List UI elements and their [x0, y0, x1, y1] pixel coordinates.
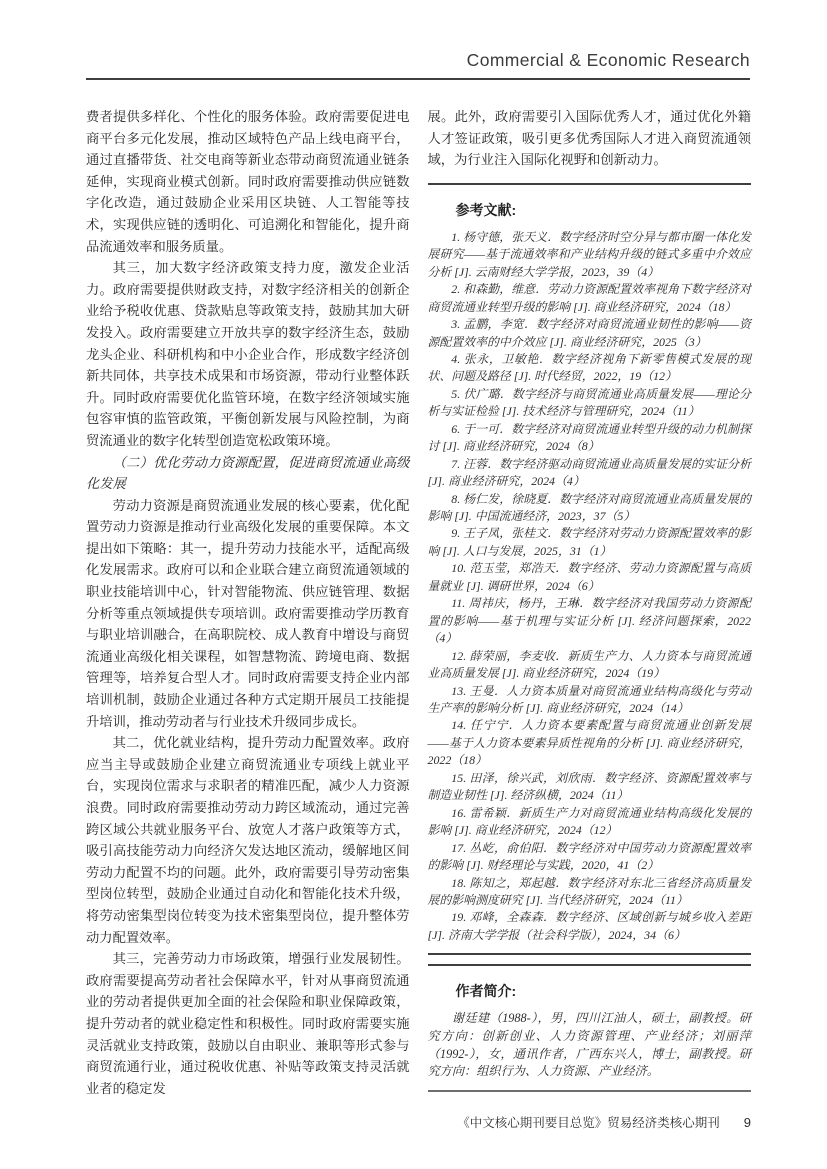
reference-item: 8. 杨仁发，徐晓夏．数字经济对商贸流通业高质量发展的影响 [J]. 中国流通经济，2023，37（5）	[427, 491, 751, 524]
paragraph: 其二，优化就业结构，提升劳动力配置效率。政府应当主导或鼓励企业建立商贸流通业专项线上就业平台，实现岗位需求与求职者的精准匹配，减少人力资源浪费。同时政府需要推动劳动力跨区域流动，通过完善跨区域公共就业服务平台、放宽人才落户政策等方式，吸引高技能劳动力向经济欠发达地区流动，缓解地区间劳动力配置不均的问题。此外，政府需要引导劳动密集型岗位转型，鼓励企业通过自动化和智能化技术升级，将劳动密集型岗位转变为技术密集型岗位，提升整体劳动力配置效率。	[86, 735, 410, 945]
right-column	[428, 106, 752, 1131]
paragraph: 其三，加大数字经济政策支持力度，激发企业活力。政府需要提供财政支持，对数字经济相关的创新企业给予税收优惠、贷款贴息等政策支持，鼓励其加大研发投入。政府需要建立开放共享的数字经济生态，鼓励龙头企业、科研机构和中小企业合作，形成数字经济创新共同体，共享技术成果和市场资源，带动行业整体跃升。同时政府需要优化监管环境，在数字经济领域实施包容审慎的监管政策，平衡创新发展与风险控制，为商贸流通业的数字化转型创造宽松政策环境。	[86, 260, 410, 448]
page-footer	[428, 1113, 752, 1131]
reference-item: 2. 和森勤，维意．劳动力资源配置效率视角下数字经济对商贸流通业转型升级的影响 [J]. 商业经济研究，2024（18）	[427, 282, 751, 314]
reference-item: 11. 周祎庆，杨丹，王琳．数字经济对我国劳动力资源配置的影响——基于机理与实证分析 [J]. 经济问题探索，2022（4）	[427, 596, 751, 646]
footer-divider	[428, 1090, 752, 1092]
reference-item: 12. 薛荣丽，李麦收．新质生产力、人力资本与商贸流通业高质量发展 [J]. 商业经济研究，2024（19）	[427, 648, 751, 681]
reference-item: 14. 任宁宁．人力资本要素配置与商贸流通业创新发展——基于人力资本要素异质性视角的分析 [J]. 商业经济研究，2022（18）	[427, 718, 751, 768]
references-list	[428, 229, 752, 945]
section-divider	[428, 183, 752, 185]
page-header	[86, 50, 750, 80]
journal-note: 《中文核心期刊要目总览》贸易经济类核心期刊	[457, 1115, 720, 1130]
reference-item: 18. 陈知之，郑起越．数字经济对东北三省经济高质量发展的影响测度研究 [J]. 当代经济研究，2024（11）	[427, 875, 751, 907]
paragraph: 其三，完善劳动力市场政策，增强行业发展韧性。政府需要提高劳动者社会保障水平，针对从事商贸流通业的劳动者提供更加全面的社会保险和职业保障政策，提升劳动者的就业稳定性和积极性。同时政府需要实施灵活就业支持政策，鼓励以自由职业、兼职等形式参与商贸流通行业，通过税收优惠、补贴等政策支持灵活就业者的稳定发	[86, 951, 410, 1096]
author-bio-heading: 作者简介:	[455, 983, 517, 1000]
reference-item: 10. 范玉莹，郑浩天．数字经济、劳动力资源配置与高质量就业 [J]. 调研世界，2024（6）	[427, 561, 751, 593]
paragraph-continuation: 展。此外，政府需要引入国际优秀人才，通过优化外籍人才签证政策，吸引更多优秀国际人才进入商贸流通领域，为行业注入国际化视野和创新动力。	[427, 109, 751, 168]
reference-item: 17. 丛屹，俞伯阳．数字经济对中国劳动力资源配置效率的影响 [J]. 财经理论与实践，2020，41（2）	[427, 840, 751, 873]
reference-item: 13. 王曼．人力资本质量对商贸流通业结构高级化与劳动生产率的影响分析 [J]. 商业经济研究，2024（14）	[427, 683, 751, 716]
journal-title-en: Commercial & Economic Research	[466, 50, 750, 70]
paragraph: 劳动力资源是商贸流通业发展的核心要素，优化配置劳动力资源是推动行业高级化发展的重要保障。本文提出如下策略：其一，提升劳动力技能水平，适配高级化发展需求。政府可以和企业联合建立商贸流通领域的职业技能培训中心，针对智能物流、供应链管理、数据分析等重点领域提供专项培训。政府需要推动学历教育与职业培训融合，在高职院校、成人教育中增设与商贸流通业高级化相关课程，如智慧物流、跨境电商、数据管理等，培养复合型人才。同时政府需要支持企业内部培训机制，鼓励企业通过各种方式定期开展员工技能提升培训，推动劳动者与行业技术升级同步成长。	[86, 497, 410, 729]
reference-item: 7. 汪蓉．数字经济驱动商贸流通业高质量发展的实证分析 [J]. 商业经济研究，2024（4）	[427, 456, 751, 489]
section-heading: （二）优化劳动力资源配置，促进商贸流通业高级化发展	[86, 454, 410, 492]
reference-item: 5. 伏广璐．数字经济与商贸流通业高质量发展——理论分析与实证检验 [J]. 技术经济与管理研究，2024（11）	[427, 386, 751, 419]
left-column	[86, 106, 410, 1131]
reference-item: 1. 杨守德，张天义．数字经济时空分异与都市圈一体化发展研究——基于流通效率和产业结构升级的链式多重中介效应分析 [J]. 云南财经大学学报，2023，39（4）	[427, 229, 751, 279]
two-column-body	[86, 106, 751, 1131]
paragraph: 费者提供多样化、个性化的服务体验。政府需要促进电商平台多元化发展，推动区域特色产品上线电商平台，通过直播带货、社交电商等新业态带动商贸流通业链条延伸，实现商业模式创新。同时政府需要推动供应链数字化改造，通过鼓励企业采用区块链、人工智能等技术，实现供应链的透明化、可追溯化和智能化，提升商品流通效率和服务质量。	[86, 109, 410, 254]
reference-item: 4. 张永，卫敏艳．数字经济视角下新零售模式发展的现状、问题及路径 [J]. 时代经贸，2022，19（12）	[427, 351, 751, 384]
references-heading: 参考文献:	[455, 201, 517, 218]
reference-item: 3. 孟鹏，李宽．数字经济对商贸流通业韧性的影响——资源配置效率的中介效应 [J]. 商业经济研究，2025（3）	[427, 317, 751, 349]
reference-item: 6. 于一可．数字经济对商贸流通业转型升级的动力机制探讨 [J]. 商业经济研究，2024（8）	[427, 421, 751, 454]
author-bio-text: 谢廷建（1988-），男，四川江油人，硕士，副教授。研究方向：创新创业、人力资源管理、产业经济；刘丽萍（1992-），女，通讯作者，广西东兴人，博士，副教授。研究方向：组织行为、人力资源、产业经济。	[427, 1011, 751, 1079]
page-number: 9	[743, 1114, 751, 1130]
reference-item: 9. 王子凤，张桂文．数字经济对劳动力资源配置效率的影响 [J]. 人口与发展，2025，31（1）	[427, 526, 751, 558]
reference-item: 19. 邓峰，全森森．数字经济、区域创新与城乡收入差距 [J]. 济南大学学报（社会科学版），2024，34（6）	[427, 910, 751, 942]
double-divider	[428, 953, 752, 966]
reference-item: 15. 田泽，徐兴武，刘欣雨．数字经济、资源配置效率与制造业韧性 [J]. 经济纵横，2024（11）	[427, 770, 751, 803]
reference-item: 16. 雷希颖．新质生产力对商贸流通业结构高级化发展的影响 [J]. 商业经济研究，2024（12）	[427, 805, 751, 838]
